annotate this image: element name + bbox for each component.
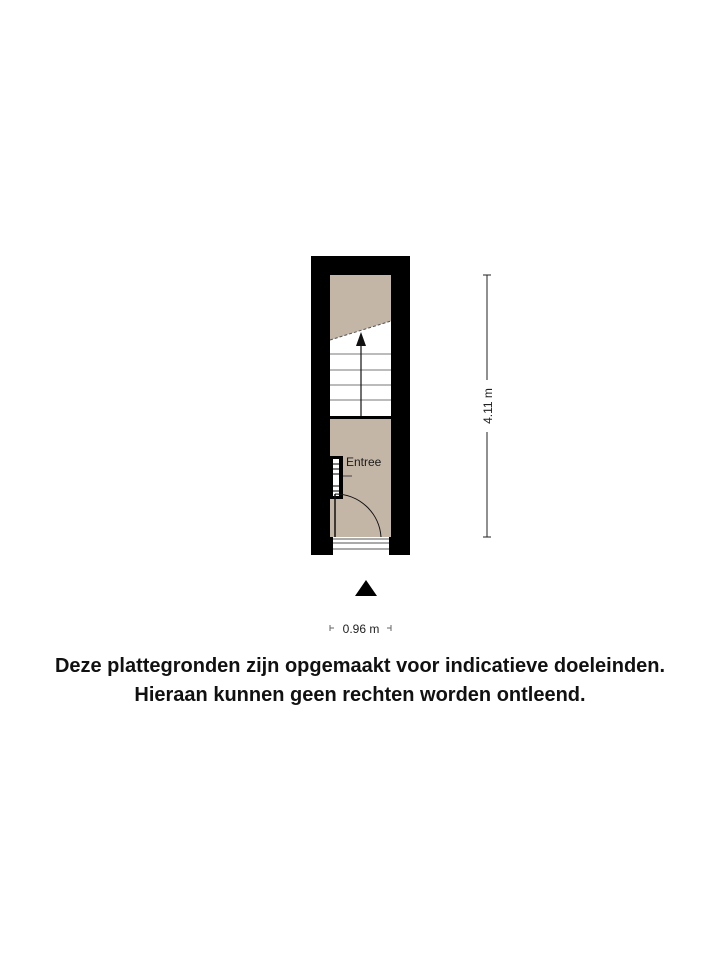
north-arrow-icon [355, 580, 377, 596]
disclaimer-line-2: Hieraan kunnen geen rechten worden ontleend. [134, 684, 586, 706]
stairs-wall [330, 416, 391, 419]
room-label-entree: Entree [346, 455, 382, 469]
width-dimension-label: 0.96 m [342, 622, 380, 636]
door-opening [333, 537, 389, 555]
height-dimension-label: 4.11 m [481, 388, 495, 424]
meter-cupboard-inner [333, 459, 339, 496]
disclaimer-line-1: Deze plattegronden zijn opgemaakt voor indicatieve doeleinden. [54, 655, 666, 677]
